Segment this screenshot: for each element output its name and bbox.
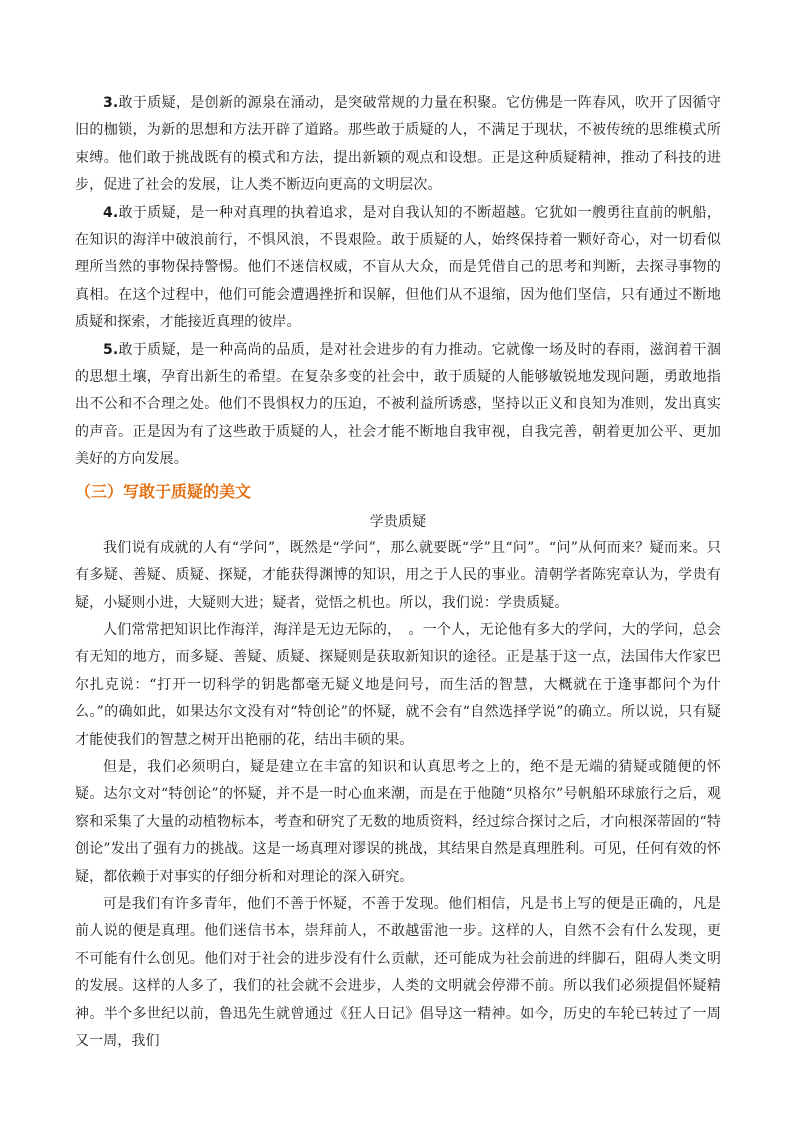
essay-title: 学贵质疑 [369, 513, 427, 530]
paragraph-number: 5. [103, 341, 119, 358]
paragraph-text: 敢于质疑，是一种对真理的执着追求，是对自我认知的不断超越。它犹如一艘勇往直前的帆船，在知识的海洋中破浪前行，不惧风浪，不畏艰险。敢于质疑的人，始终保持着一颗好奇心，对一切看似理所当然的事物保持警惕。他们不迷信权威，不盲从大众，而是凭借自己的思考和判断，去探寻事物的真相。在这个过程中，他们可能会遭遇挫折和误解，但他们从不退缩，因为他们坚信，只有通过不断地质疑和探索，才能接近真理的彼岸。 [75, 204, 721, 331]
paragraph-text: 敢于质疑，是一种高尚的品质，是对社会进步的有力推动。它就像一场及时的春雨，滋润着干涸的思想土壤，孕育出新生的希望。在复杂多变的社会中，敢于质疑的人能够敏锐地发现问题，勇敢地指出不公和不合理之处。他们不畏惧权力的压迫，不被利益所诱惑，坚持以正义和良知为准则，发出真实的声音。正是因为有了这些敢于质疑的人，社会才能不断地自我审视，自我完善，朝着更加公平、更加美好的方向发展。 [75, 341, 721, 468]
numbered-paragraph-3 [75, 90, 721, 200]
paragraph-text: 敢于质疑，是创新的源泉在涌动，是突破常规的力量在积聚。它仿佛是一阵春风，吹开了因循守旧的枷锁，为新的思想和方法开辟了道路。那些敢于质疑的人，不满足于现状，不被传统的思维模式所束缚。他们敢于挑战既有的模式和方法，提出新颖的观点和设想。正是这种质疑精神，推动了科技的进步，促进了社会的发展，让人类不断迈向更高的文明层次。 [75, 95, 721, 194]
document-page [75, 90, 721, 1055]
paragraph-number: 4. [103, 204, 119, 221]
section-heading: （三）写敢于质疑的美文 [75, 481, 252, 501]
numbered-paragraph-5 [75, 337, 721, 474]
essay-paragraph: 但是，我们必须明白，疑是建立在丰富的知识和认真思考之上的，绝不是无端的猜疑或随便的怀疑。达尔文对“特创论”的怀疑，并不是一时心血来潮，而是在于他随“贝格尔”号帆船环球旅行之后，观察和采集了大量的动植物标本，考查和研究了无数的地质资料，经过综合探讨之后，才向根深蒂固的“特创论”发出了强有力的挑战。这是一场真理对谬误的挑战，其结果自然是真理胜利。可见，任何有效的怀疑，都依赖于对事实的仔细分析和对理论的深入研究。 [75, 758, 721, 885]
essay-paragraph: 我们说有成就的人有“学问”，既然是“学问”，那么就要既“学”且“问”。“问”从何而来？疑而来。只有多疑、善疑、质疑、探疑，才能获得渊博的知识，用之于人民的事业。清朝学者陈宪章认为，学贵有疑，小疑则小进，大疑则大进；疑者，觉悟之机也。所以，我们说：学贵质疑。 [75, 539, 721, 611]
paragraph-number: 3. [103, 95, 119, 111]
essay-paragraph: 人们常常把知识比作海洋，海洋是无边无际的， 。一个人，无论他有多大的学问，大的学问，总会有无知的地方，而多疑、善疑、质疑、探疑则是获取新知识的途径。正是基于这一点，法国伟大作家巴尔扎克说：“打开一切科学的钥匙都毫无疑义地是问号，而生活的智慧，大概就在于逢事都问个为什么。”的确如此，如果达尔文没有对“特创论”的怀疑，就不会有“自然选择学说”的确立。所以说，只有疑才能使我们的智慧之树开出艳丽的花，结出丰硕的果。 [75, 621, 721, 748]
numbered-paragraph-4 [75, 200, 721, 337]
essay-paragraph: 可是我们有许多青年，他们不善于怀疑，不善于发现。他们相信，凡是书上写的便是正确的，凡是前人说的便是真理。他们迷信书本，崇拜前人，不敢越雷池一步。这样的人，自然不会有什么发现，更不可能有什么创见。他们对于社会的进步没有什么贡献，还可能成为社会前进的绊脚石，阻碍人类文明的发展。这样的人多了，我们的社会就不会进步，人类的文明就会停滞不前。所以我们必须提倡怀疑精神。半个多世纪以前，鲁迅先生就曾通过《狂人日记》倡导这一精神。如今，历史的车轮已转过了一周又一周，我们 [75, 895, 721, 1049]
